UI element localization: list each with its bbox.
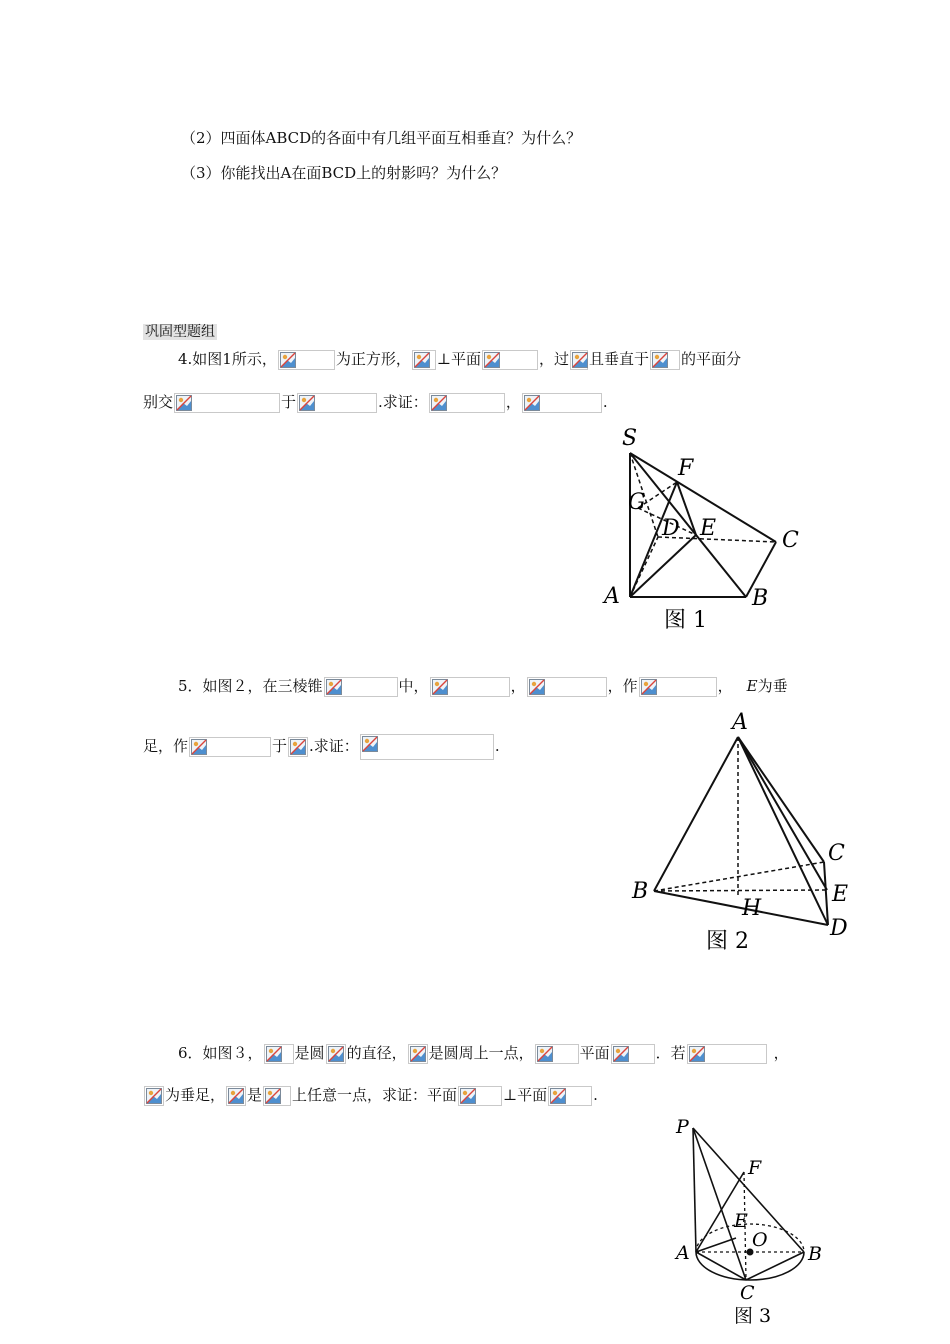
figure-1 bbox=[590, 425, 810, 640]
p6-text: 为垂足， bbox=[165, 1086, 226, 1104]
broken-image-icon bbox=[523, 394, 541, 412]
fig3-label-e: E bbox=[734, 1210, 748, 1232]
fig1-label-c: C bbox=[782, 528, 799, 553]
fig3-label-p: P bbox=[676, 1116, 689, 1138]
p5-text: 5．如图２，在三棱锥 bbox=[178, 677, 323, 695]
p5-text: E bbox=[746, 677, 758, 695]
edge-be bbox=[654, 890, 827, 891]
p6-text: 的直径， bbox=[346, 1044, 407, 1062]
broken-image-icon bbox=[227, 1087, 245, 1105]
formula-image bbox=[324, 677, 398, 697]
broken-image-icon bbox=[327, 1045, 345, 1063]
p6-text: 平面 bbox=[579, 1044, 610, 1062]
p5-text: ， bbox=[717, 677, 733, 695]
broken-image-icon bbox=[459, 1087, 477, 1105]
edge-ac bbox=[738, 737, 824, 862]
p5-text: .求证： bbox=[309, 737, 359, 755]
problem-4-line-2 bbox=[143, 391, 608, 413]
broken-image-icon bbox=[549, 1087, 567, 1105]
formula-image bbox=[297, 393, 377, 413]
formula-image bbox=[174, 393, 280, 413]
problem-5-line-2 bbox=[143, 734, 500, 760]
p4-text: ， bbox=[505, 393, 521, 411]
formula-image bbox=[189, 737, 271, 757]
fig1-label-s: S bbox=[622, 426, 638, 451]
edge-bc bbox=[654, 862, 824, 891]
formula-image bbox=[458, 1086, 502, 1106]
broken-image-icon bbox=[483, 351, 501, 369]
broken-image-icon bbox=[413, 351, 431, 369]
figure-2 bbox=[626, 705, 850, 957]
p4-text: 的平面分 bbox=[681, 350, 742, 368]
broken-image-icon bbox=[325, 678, 343, 696]
fig1-label-e: E bbox=[700, 516, 717, 541]
section-title-text: 巩固型题组 bbox=[145, 324, 215, 340]
formula-image bbox=[144, 1086, 164, 1106]
fig2-label-a: A bbox=[732, 710, 748, 735]
p4-text: .求证： bbox=[378, 393, 428, 411]
fig2-caption: 图 2 bbox=[706, 929, 749, 954]
formula-image bbox=[548, 1086, 592, 1106]
broken-image-icon bbox=[409, 1045, 427, 1063]
fig1-label-f: F bbox=[678, 456, 694, 481]
formula-image bbox=[278, 350, 335, 370]
broken-image-icon bbox=[536, 1045, 554, 1063]
fig3-label-o: O bbox=[752, 1229, 768, 1251]
p5-text: ， bbox=[510, 677, 526, 695]
p6-text: ．若 bbox=[655, 1044, 686, 1062]
formula-image bbox=[535, 1044, 579, 1064]
broken-image-icon bbox=[688, 1045, 706, 1063]
formula-image bbox=[611, 1044, 655, 1064]
p4-text: ⊥平面 bbox=[436, 350, 481, 368]
p6-text: ， bbox=[773, 1044, 789, 1062]
p4-text: . bbox=[602, 393, 608, 411]
formula-image bbox=[527, 677, 607, 697]
circle-front-arc bbox=[696, 1252, 804, 1280]
fig2-label-h: H bbox=[742, 896, 762, 921]
p4-text: 为正方形， bbox=[335, 350, 411, 368]
problem-6-line-2 bbox=[143, 1084, 598, 1106]
broken-image-icon bbox=[528, 678, 546, 696]
formula-image bbox=[263, 1086, 291, 1106]
broken-image-icon bbox=[640, 678, 658, 696]
p5-text: ，作 bbox=[607, 677, 638, 695]
formula-image bbox=[360, 734, 494, 760]
fig2-label-e: E bbox=[832, 882, 849, 907]
edge-pa bbox=[693, 1128, 696, 1252]
problem-4-line-1 bbox=[178, 348, 741, 370]
formula-image bbox=[570, 350, 588, 370]
formula-image bbox=[264, 1044, 294, 1064]
section-title bbox=[143, 320, 217, 343]
fig3-label-a: A bbox=[676, 1242, 690, 1264]
formula-image bbox=[429, 393, 505, 413]
p4-text: 4.如图1所示， bbox=[178, 350, 277, 368]
p5-text: 为垂 bbox=[757, 677, 788, 695]
formula-image bbox=[430, 677, 510, 697]
broken-image-icon bbox=[265, 1045, 283, 1063]
formula-image bbox=[412, 350, 436, 370]
formula-image bbox=[687, 1044, 767, 1064]
broken-image-icon bbox=[190, 738, 208, 756]
p4-text: 且垂直于 bbox=[589, 350, 650, 368]
fig3-caption: 图 3 bbox=[734, 1305, 772, 1327]
formula-image bbox=[288, 737, 308, 757]
p5-text: 于 bbox=[272, 737, 288, 755]
fig2-label-c: C bbox=[828, 841, 845, 866]
formula-image bbox=[326, 1044, 346, 1064]
fig2-label-d: D bbox=[830, 916, 848, 941]
p5-text: 中， bbox=[398, 677, 429, 695]
edge-cb bbox=[746, 1252, 804, 1280]
p6-text: . bbox=[593, 1086, 598, 1104]
p6-text: 是圆 bbox=[294, 1044, 325, 1062]
broken-image-icon bbox=[175, 394, 193, 412]
fig3-label-b: B bbox=[808, 1243, 822, 1265]
p5-text: 足，作 bbox=[143, 737, 189, 755]
p6-text: 是 bbox=[247, 1086, 263, 1104]
question-3: （3）你能找出A在面BCD上的射影吗？为什么？ bbox=[181, 164, 507, 182]
p4-text: ，过 bbox=[538, 350, 569, 368]
broken-image-icon bbox=[571, 351, 589, 369]
fig3-label-f: F bbox=[748, 1157, 762, 1179]
fig1-label-b: B bbox=[752, 586, 769, 611]
broken-image-icon bbox=[298, 394, 316, 412]
fig2-label-b: B bbox=[632, 879, 649, 904]
formula-image bbox=[522, 393, 602, 413]
edge-bd bbox=[654, 891, 828, 925]
broken-image-icon bbox=[289, 738, 307, 756]
edge-ae bbox=[738, 737, 827, 890]
p6-text: ⊥平面 bbox=[503, 1086, 548, 1104]
edge-cd bbox=[824, 862, 828, 925]
formula-image bbox=[650, 350, 680, 370]
edge-ad bbox=[630, 537, 658, 597]
fig1-label-a: A bbox=[604, 584, 620, 609]
edge-pc bbox=[693, 1128, 746, 1280]
fig1-label-g: G bbox=[628, 490, 646, 515]
broken-image-icon bbox=[651, 351, 669, 369]
formula-image bbox=[226, 1086, 246, 1106]
broken-image-icon bbox=[145, 1087, 163, 1105]
broken-image-icon bbox=[279, 351, 297, 369]
edge-ae bbox=[630, 535, 696, 597]
formula-image bbox=[482, 350, 538, 370]
problem-6-line-1 bbox=[178, 1042, 789, 1064]
fig3-label-c: C bbox=[740, 1282, 755, 1304]
fig1-caption: 图 1 bbox=[664, 608, 707, 633]
figure-3 bbox=[668, 1110, 838, 1340]
p5-text: . bbox=[494, 737, 500, 755]
broken-image-icon bbox=[431, 678, 449, 696]
broken-image-icon bbox=[361, 735, 379, 753]
formula-image bbox=[408, 1044, 428, 1064]
question-2: （2）四面体ABCD的各面中有几组平面互相垂直？为什么？ bbox=[181, 129, 582, 147]
fig1-label-d: D bbox=[662, 516, 680, 541]
p6-text: 是圆周上一点， bbox=[428, 1044, 534, 1062]
p4-text: 于 bbox=[281, 393, 297, 411]
broken-image-icon bbox=[612, 1045, 630, 1063]
circle-back-arc bbox=[696, 1224, 804, 1252]
p6-text: 上任意一点，求证：平面 bbox=[292, 1086, 458, 1104]
edge-ab bbox=[654, 737, 738, 891]
broken-image-icon bbox=[430, 394, 448, 412]
problem-5-line-1 bbox=[178, 675, 788, 697]
broken-image-icon bbox=[264, 1087, 282, 1105]
p4-text: 别交 bbox=[143, 393, 174, 411]
p6-text: 6．如图３， bbox=[178, 1044, 263, 1062]
formula-image bbox=[639, 677, 717, 697]
